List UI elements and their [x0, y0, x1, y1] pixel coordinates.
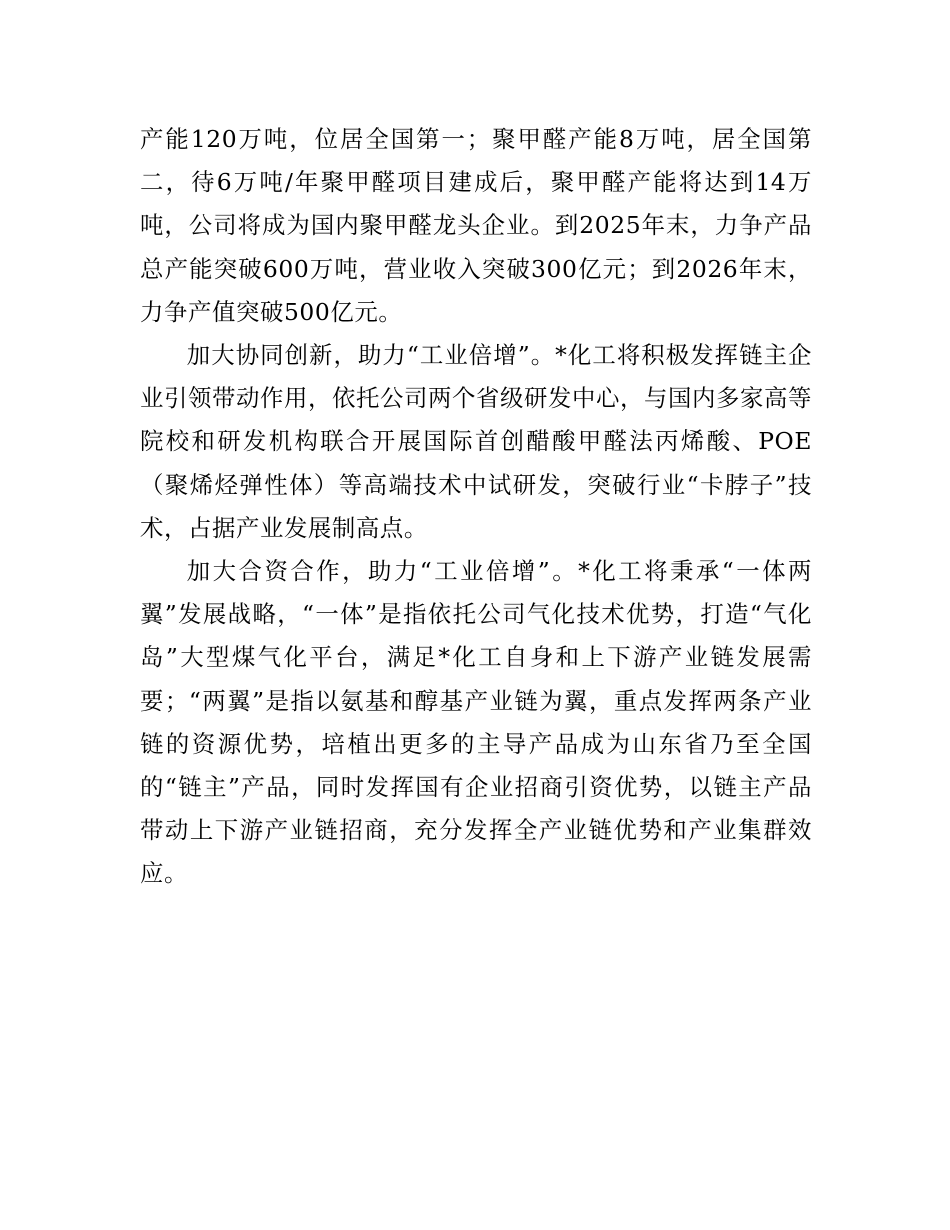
paragraph-capacity-targets: 产能120万吨，位居全国第一；聚甲醛产能8万吨，居全国第二，待6万吨/年聚甲醛项目建成后，聚甲醛产能将达到14万吨，公司将成为国内聚甲醛龙头企业。到2025年末，力争产品总产能突破600万吨，营业收入突破300亿元；到2026年末，力争产值突破500亿元。: [140, 125, 812, 326]
document-body: [140, 118, 812, 896]
paragraph-joint-venture-cooperation: 加大合资合作，助力“工业倍增”。*化工将秉承“一体两翼”发展战略，“一体”是指依托公司气化技术优势，打造“气化岛”大型煤气化平台，满足*化工自身和上下游产业链发展需要；“两翼”是指以氨基和醇基产业链为翼，重点发挥两条产业链的资源优势，培植出更多的主导产品成为山东省乃至全国的“链主”产品，同时发挥国有企业招商引资优势，以链主产品带动上下游产业链招商，充分发挥全产业链优势和产业集群效应。: [140, 557, 812, 888]
paragraph-collaborative-innovation: 加大协同创新，助力“工业倍增”。*化工将积极发挥链主企业引领带动作用，依托公司两个省级研发中心，与国内多家高等院校和研发机构联合开展国际首创醋酸甲醛法丙烯酸、POE（聚烯烃弹性体）等高端技术中试研发，突破行业“卡脖子”技术，占据产业发展制高点。: [140, 341, 812, 542]
